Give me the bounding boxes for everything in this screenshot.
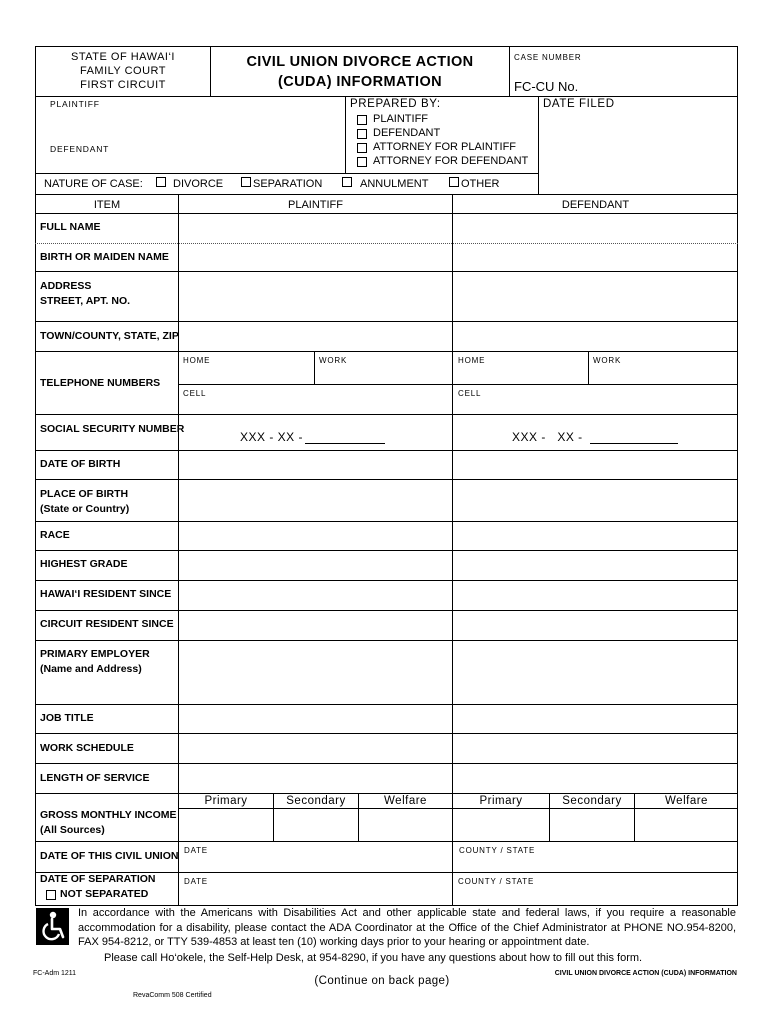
plaintiff-name-input[interactable] (40, 112, 340, 136)
row-pob-line1: PLACE OF BIRTH (40, 488, 129, 500)
nature-other-label: OTHER (461, 178, 500, 190)
prepared-by-defendant-checkbox[interactable] (357, 129, 367, 139)
defendant-label: DEFENDANT (50, 144, 110, 154)
plaintiff-income-welfare: Welfare (384, 795, 427, 807)
accessibility-icon (36, 908, 69, 945)
row-hawaii-resident: HAWAI‘I RESIDENT SINCE (40, 588, 172, 600)
date-filed-input[interactable] (542, 114, 734, 192)
nature-of-case-label: NATURE OF CASE: (44, 178, 143, 190)
row-civil-union-date: DATE OF THIS CIVIL UNION (40, 850, 179, 862)
court-circuit: FIRST CIRCUIT (80, 79, 166, 91)
defendant-ssn-input[interactable] (590, 443, 678, 444)
form-title-line1: CIVIL UNION DIVORCE ACTION (246, 54, 474, 70)
nature-divorce-checkbox[interactable] (156, 177, 166, 187)
certified-note: RevaComm 508 Certified (133, 992, 212, 999)
nature-other-checkbox[interactable] (449, 177, 459, 187)
defendant-dob-input[interactable] (454, 452, 737, 478)
defendant-name-input[interactable] (40, 157, 340, 171)
row-income-line1: GROSS MONTHLY INCOME (40, 809, 177, 821)
plaintiff-cell-phone-label: CELL (183, 389, 207, 398)
defendant-full-name-input[interactable] (454, 215, 737, 242)
row-pob-line2: (State or Country) (40, 503, 130, 515)
prepared-by-attorney-plaintiff-label: ATTORNEY FOR PLAINTIFF (373, 141, 517, 153)
plaintiff-full-name-input[interactable] (180, 215, 451, 242)
plaintiff-label: PLAINTIFF (50, 99, 100, 109)
prepared-by-plaintiff-label: PLAINTIFF (373, 113, 429, 125)
row-separation-date: DATE OF SEPARATION (40, 873, 156, 885)
row-employer-line2: (Name and Address) (40, 663, 142, 675)
row-work-schedule: WORK SCHEDULE (40, 742, 134, 754)
row-job-title: JOB TITLE (40, 712, 94, 724)
defendant-home-phone-label: HOME (458, 356, 486, 365)
row-income-line2: (All Sources) (40, 824, 105, 836)
footer-title: CIVIL UNION DIVORCE ACTION (CUDA) INFORMATION (554, 970, 737, 977)
nature-annulment-checkbox[interactable] (342, 177, 352, 187)
not-separated-checkbox[interactable] (46, 890, 56, 900)
column-plaintiff: PLAINTIFF (287, 199, 343, 211)
date-filed-label: DATE FILED (543, 98, 615, 110)
defendant-ssn-prefix: XXX - XX - (512, 430, 583, 444)
defendant-work-phone-label: WORK (593, 356, 622, 365)
nature-separation-label: SEPARATION (253, 178, 323, 190)
plaintiff-work-phone-label: WORK (319, 356, 348, 365)
court-name: FAMILY COURT (79, 65, 167, 77)
nature-divorce-label: DIVORCE (173, 178, 224, 190)
plaintiff-address-input[interactable] (180, 273, 451, 320)
prepared-by-plaintiff-checkbox[interactable] (357, 115, 367, 125)
not-separated-label: NOT SEPARATED (60, 888, 149, 900)
row-circuit-resident: CIRCUIT RESIDENT SINCE (40, 618, 174, 630)
continue-note: (Continue on back page) (314, 975, 450, 987)
defendant-income-primary: Primary (479, 795, 523, 807)
civil-union-county-label: COUNTY / STATE (459, 846, 536, 855)
row-dob: DATE OF BIRTH (40, 458, 121, 470)
defendant-birth-name-input[interactable] (454, 245, 737, 270)
prepared-by-attorney-defendant-checkbox[interactable] (357, 157, 367, 167)
defendant-cell-phone-label: CELL (458, 389, 482, 398)
form-id: FC-Adm 1211 (33, 970, 77, 977)
plaintiff-ssn-prefix: XXX - XX - (240, 430, 304, 444)
case-number-label: CASE NUMBER (514, 53, 582, 62)
plaintiff-income-primary: Primary (204, 795, 248, 807)
column-defendant: DEFENDANT (561, 199, 630, 211)
defendant-income-secondary: Secondary (562, 795, 622, 807)
plaintiff-dob-input[interactable] (180, 452, 451, 478)
prepared-by-attorney-plaintiff-checkbox[interactable] (357, 143, 367, 153)
ada-notice: In accordance with the Americans with Disabilities Act and other applicable state and federal laws, if you require a reasonable accommodation for a disability, please contact the ADA Coordinator at the Office of the Chief Administrator at PHONE NO.954-8200, FAX 954-8212, or TTY 539-4853 at least ten (10) working days prior to your hearing or appointment date. (78, 907, 736, 948)
defendant-income-welfare: Welfare (665, 795, 708, 807)
prepared-by-defendant-label: DEFENDANT (373, 127, 441, 139)
row-highest-grade: HIGHEST GRADE (40, 558, 128, 570)
row-address-line1: ADDRESS (40, 280, 92, 292)
plaintiff-home-phone-label: HOME (183, 356, 211, 365)
separation-county-label: COUNTY / STATE (458, 877, 535, 886)
form-title-line2: (CUDA) INFORMATION (278, 74, 442, 90)
plaintiff-income-secondary: Secondary (286, 795, 346, 807)
civil-union-date-label: DATE (184, 846, 208, 855)
defendant-address-input[interactable] (454, 273, 737, 320)
nature-annulment-label: ANNULMENT (360, 178, 429, 190)
row-telephone: TELEPHONE NUMBERS (40, 377, 161, 389)
row-full-name: FULL NAME (40, 221, 101, 233)
court-state: STATE OF HAWAI‘I (71, 51, 175, 63)
row-employer-line1: PRIMARY EMPLOYER (40, 648, 150, 660)
row-ssn: SOCIAL SECURITY NUMBER (40, 423, 185, 435)
row-race: RACE (40, 529, 70, 541)
separation-date-label: DATE (184, 877, 208, 886)
prepared-by-attorney-defendant-label: ATTORNEY FOR DEFENDANT (373, 155, 529, 167)
plaintiff-birth-name-input[interactable] (180, 245, 451, 270)
column-item: ITEM (93, 199, 121, 211)
row-length-service: LENGTH OF SERVICE (40, 772, 150, 784)
prepared-by-label: PREPARED BY: (350, 98, 441, 110)
row-town: TOWN/COUNTY, STATE, ZIP (40, 330, 179, 342)
plaintiff-ssn-input[interactable] (305, 443, 385, 444)
case-number-prefix: FC-CU No. (514, 79, 579, 94)
row-birth-name: BIRTH OR MAIDEN NAME (40, 251, 169, 263)
nature-separation-checkbox[interactable] (241, 177, 251, 187)
self-help-notice: Please call Ho‘okele, the Self-Help Desk, at 954-8290, if you have any questions about how to fill out this form. (104, 952, 643, 964)
row-address-line2: STREET, APT. NO. (40, 295, 131, 307)
case-number-input[interactable] (585, 76, 735, 94)
